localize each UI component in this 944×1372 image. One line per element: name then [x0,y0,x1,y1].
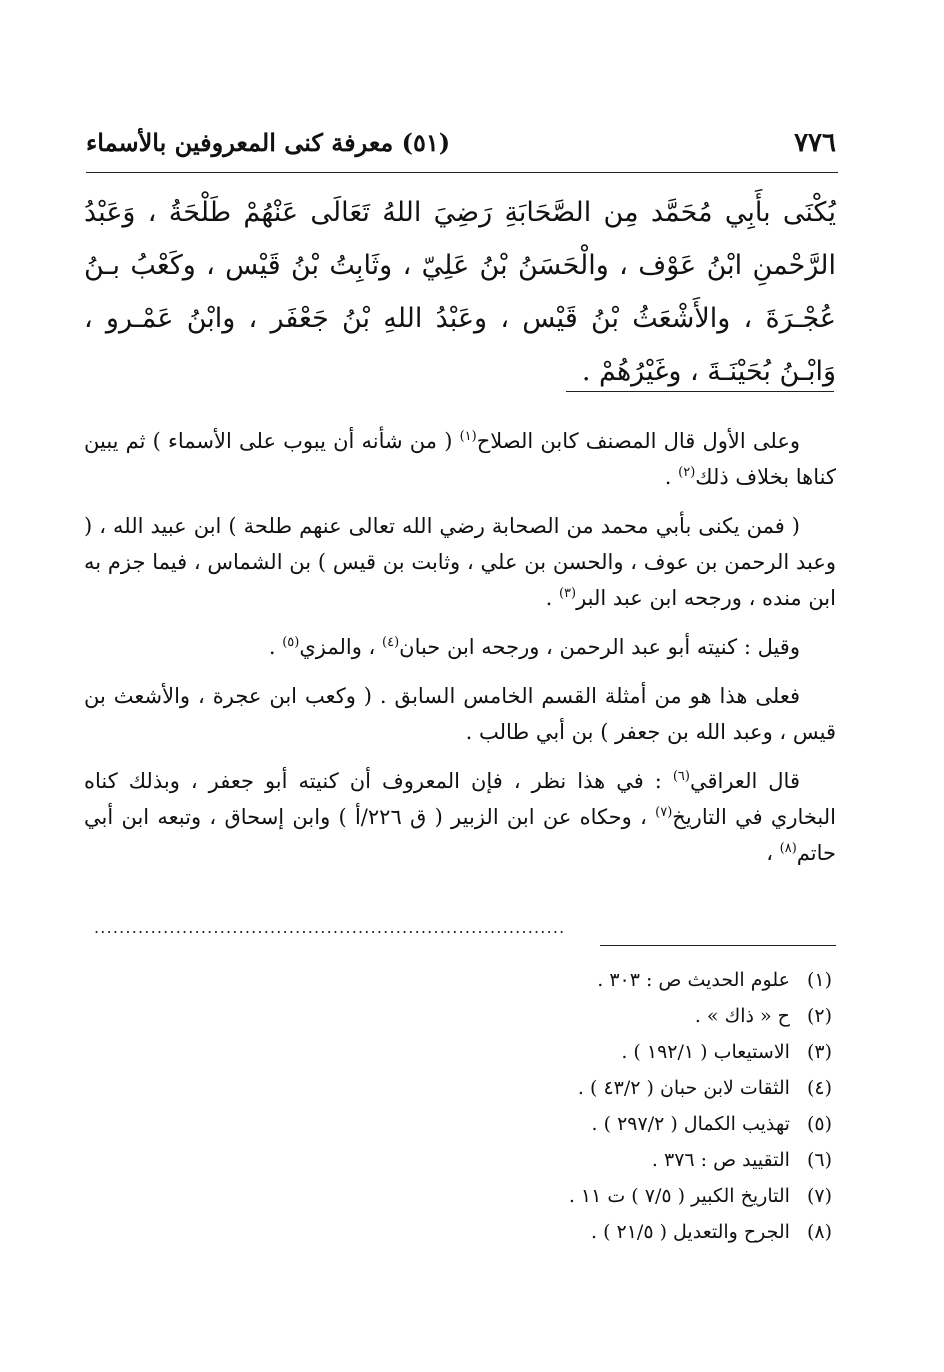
matn-text: يُكْنَى بأَبِي مُحَمَّد مِن الصَّحَابَةِ رَضِيَ اللهُ تَعَالَى عَنْهُمْ طَلْحَةُ ، وَعَبْدُ الرَّحْمنِ ابْنُ عَوْف ، والْحَسَنُ بْنُ عَلِيّ ، وثَابِتُ بْنُ قَيْس ، وكَعْبُ بـنُ عُجْـرَةَ ، والأَشْعَثُ بْنُ قَيْس ، وعَبْدُ اللهِ بْنُ جَعْفَر ، وابْنُ عَمْـرو ، وَابْـنُ بُحَيْنَـةَ ، وغَيْرُهُمْ . [84,197,836,387]
footnote-text: التاريخ الكبير ( ٧/٥ ) ت ١١ . [568,1185,790,1207]
footnote-text: الثقات لابن حبان ( ٤٣/٢ ) . [577,1077,790,1099]
dotted-leader: ........................................................................... [94,918,566,937]
footnote-item [400,962,832,998]
footnote-ref: (٥) [282,635,300,650]
footnote-number: (٤) [806,1077,832,1099]
paragraph-text: فعلى هذا هو من أمثلة القسم الخامس السابق . ( وكعب ابن عجرة ، والأشعث بن قيس ، وعبد الله بن جعفر ) بن أبي طالب . [84,684,836,744]
footnote-item [400,1214,832,1250]
footnote-item [400,998,832,1034]
footnote-text: الاستيعاب ( ١٩٢/١ ) . [621,1041,790,1063]
footnote-item [400,1106,832,1142]
footnote-ref: (٢) [678,465,696,480]
paragraph-text: : في هذا نظر ، فإن المعروف أن كنيته أبو جعفر ، وبذلك كناه البخاري في التاريخ [84,769,836,829]
footnote-number: (٥) [806,1113,832,1135]
paragraph-text: ، والمزي [299,635,382,659]
footnote-number: (٦) [806,1149,832,1171]
footnote-text: تهذيب الكمال ( ٢٩٧/٢ ) . [591,1113,790,1135]
footnote-item [400,1178,832,1214]
footnote-text: علوم الحديث ص : ٣٠٣ . [597,969,790,991]
footnote-ref: (٧) [655,805,673,820]
paragraph-text: ، وحكاه عن ابن الزبير ( ق ٢٢٦/أ ) وابن إسحاق ، وتبعه ابن أبي حاتم [84,805,836,865]
commentary-paragraph [84,508,836,616]
footnote-item [400,1034,832,1070]
footnote-number: (١) [806,969,832,991]
footnote-item [400,1070,832,1106]
footnote-text: ح « ذاك » . [694,1005,790,1027]
footnote-text: التقييد ص : ٣٧٦ . [651,1149,790,1171]
footnotes [400,962,832,1250]
commentary-paragraph [84,629,836,665]
paragraph-text: ( فمن يكنى بأبي محمد من الصحابة رضي الله تعالى عنهم طلحة ) ابن عبيد الله ، ( وعبد الرحمن بن عوف ، والحسن بن علي ، وثابت بن قيس ) بن الشماس ، فيما جزم به ابن منده ، ورجحه ابن عبد البر [84,514,836,610]
commentary-paragraph [84,678,836,750]
commentary-paragraph [84,763,836,871]
paragraph-text: ( من شأنه أن يبوب على الأسماء ) ثم يبين كناها بخلاف ذلك [84,429,836,489]
footnote-item [400,1142,832,1178]
paragraph-text: قال العراقي [689,769,800,793]
footnote-ref: (٣) [558,586,577,601]
paragraph-text: ، [766,841,780,865]
chapter-title: (٥١) معرفة كنى المعروفين بالأسماء [86,128,451,157]
paragraph-text: وقيل : كنيته أبو عبد الرحمن ، ورجحه ابن حبان [399,635,800,659]
footnote-number: (٨) [806,1221,832,1243]
footnote-number: (٧) [806,1185,832,1207]
footnote-ref: (٤) [382,635,400,650]
footnote-ref: (٨) [779,841,797,856]
footnote-number: (٢) [806,1005,832,1027]
footnote-separator [600,945,836,946]
running-header [86,128,836,168]
commentary-paragraph [84,423,836,495]
matn-separator [566,391,834,392]
footnote-ref: (١) [459,429,477,444]
footnote-number: (٣) [806,1041,832,1063]
paragraph-text: . [545,586,559,610]
paragraph-text: . [268,635,283,659]
footnote-ref: (٦) [672,769,690,784]
paragraph-text: وعلى الأول قال المصنف كابن الصلاح [476,429,800,453]
page-number: ٧٧٦ [794,128,836,158]
paragraph-text: . [664,465,679,489]
commentary [84,423,836,884]
footnote-text: الجرح والتعديل ( ٢١/٥ ) . [590,1221,790,1243]
header-rule [86,172,838,173]
